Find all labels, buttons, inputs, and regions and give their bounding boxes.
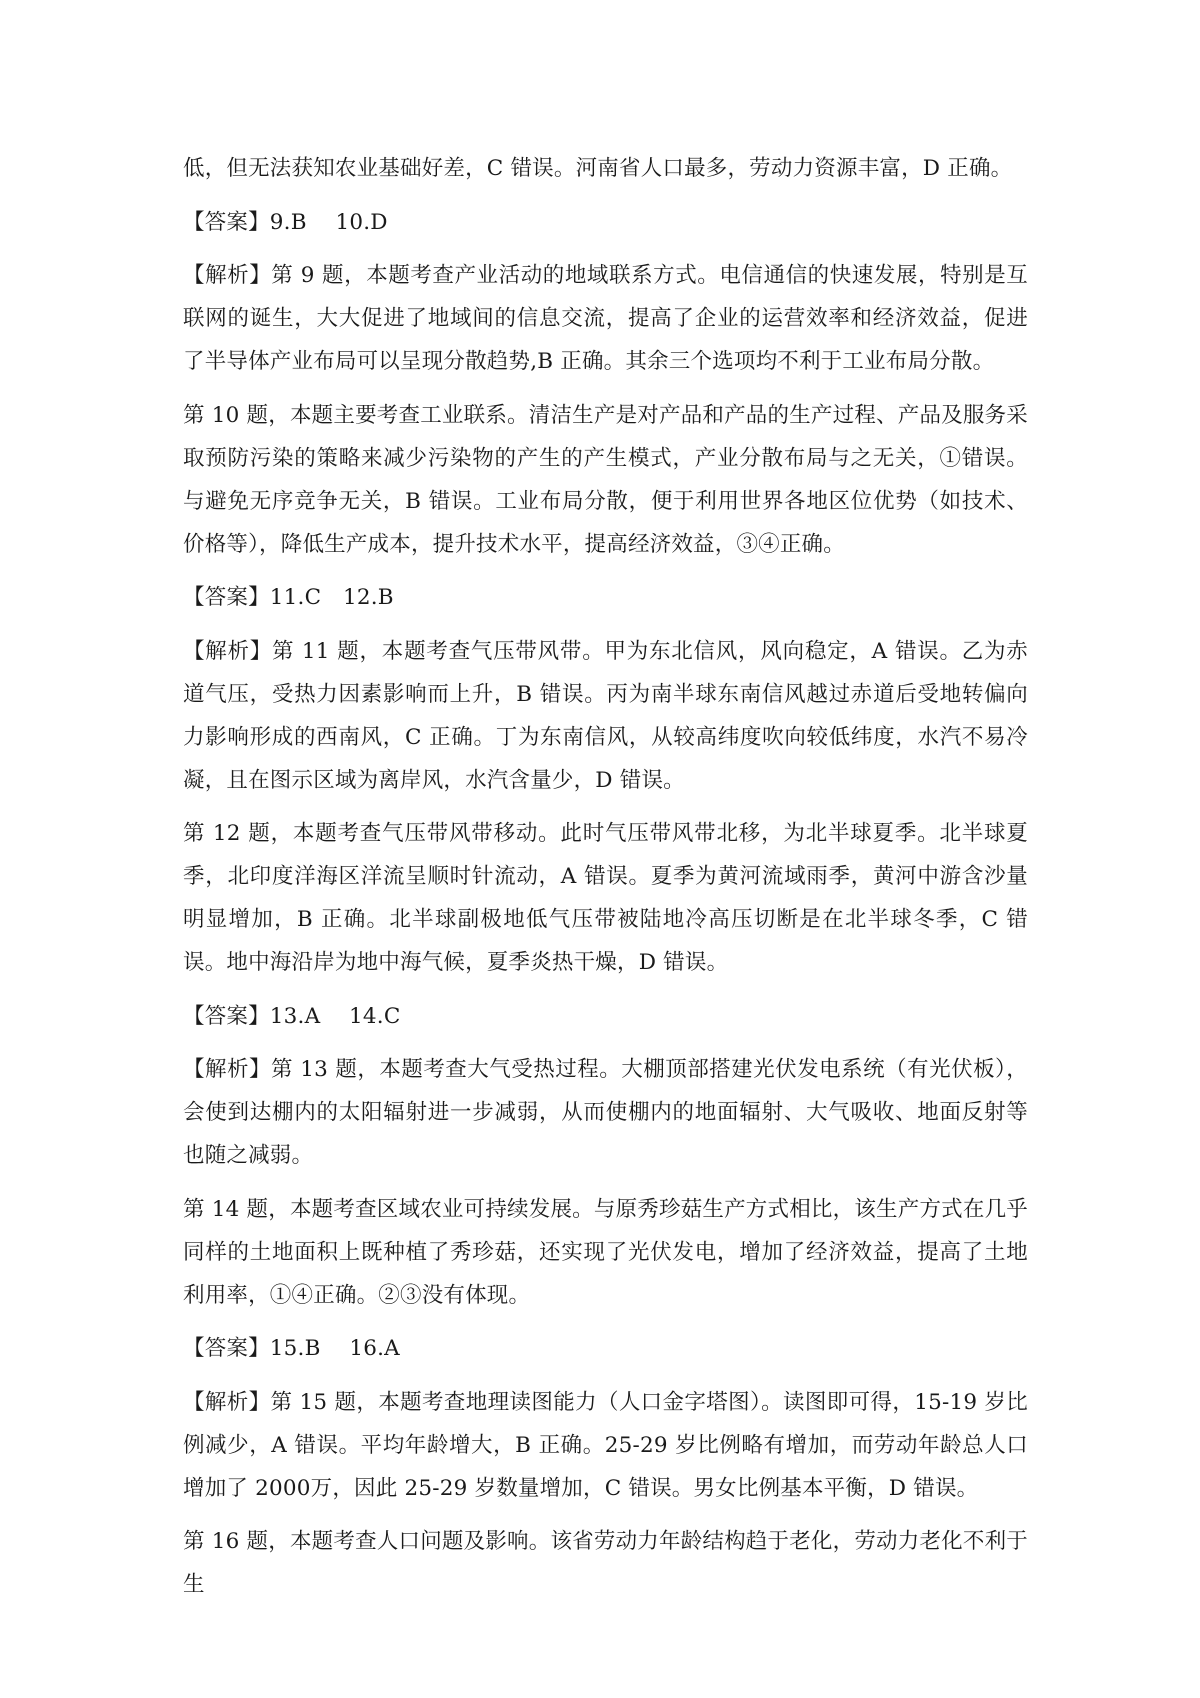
analysis-11: 【解析】第 11 题，本题考查气压带风带。甲为东北信风，风向稳定，A 错误。乙为赤道气压，受热力因素影响而上升，B 错误。丙为南半球东南信风越过赤道后受地转偏向力影响形成的西南风，C 正确。丁为东南信风，从较高纬度吹向较低纬度，水汽不易冷凝，且在图示区域为离岸风，水汽含量少，D 错误。 (183, 638, 1028, 793)
analysis-9: 【解析】第 9 题，本题考查产业活动的地域联系方式。电信通信的快速发展，特别是互联网的诞生，大大促进了地域间的信息交流，提高了企业的运营效率和经济效益，促进了半导体产业布局可以呈现分散趋势,B 正确。其余三个选项均不利于工业布局分散。 (183, 263, 1028, 374)
document-page (183, 147, 1028, 1606)
answer-11-12: 【答案】11.C 12.B (183, 585, 394, 610)
analysis-12: 第 12 题，本题考查气压带风带移动。此时气压带风带北移，为北半球夏季。北半球夏季，北印度洋海区洋流呈顺时针流动，A 错误。夏季为黄河流域雨季，黄河中游含沙量明显增加，B 正确。北半球副极地低气压带被陆地冷高压切断是在北半球冬季，C 错误。地中海沿岸为地中海气候，夏季炎热干燥，D 错误。 (183, 821, 1028, 975)
analysis-13: 【解析】第 13 题，本题考查大气受热过程。大棚顶部搭建光伏发电系统（有光伏板），会使到达棚内的太阳辐射进一步减弱，从而使棚内的地面辐射、大气吸收、地面反射等也随之减弱。 (183, 1057, 1028, 1168)
answer-13-14: 【答案】13.A 14.C (183, 1003, 401, 1029)
analysis-14: 第 14 题，本题考查区域农业可持续发展。与原秀珍菇生产方式相比，该生产方式在几乎同样的土地面积上既种植了秀珍菇，还实现了光伏发电，增加了经济效益，提高了土地利用率，①④正确。②③没有体现。 (183, 1196, 1028, 1308)
analysis-16: 第 16 题，本题考查人口问题及影响。该省劳动力年龄结构趋于老化，劳动力老化不利于生 (183, 1529, 1028, 1597)
analysis-15: 【解析】第 15 题，本题考查地理读图能力（人口金字塔图）。读图即可得，15-19 岁比例减少，A 错误。平均年龄增大，B 正确。25-29 岁比例略有增加，而劳动年龄总人口增加了 2000万，因此 25-29 岁数量增加，C 错误。男女比例基本平衡，D 错误。 (183, 1389, 1028, 1501)
answer-9-10: 【答案】9.B 10.D (183, 209, 388, 235)
paragraph-continuation: 低，但无法获知农业基础好差，C 错误。河南省人口最多，劳动力资源丰富，D 正确。 (183, 156, 1013, 181)
analysis-10: 第 10 题，本题主要考查工业联系。清洁生产是对产品和产品的生产过程、产品及服务采取预防污染的策略来减少污染物的产生的产生模式，产业分散布局与之无关，①错误。与避免无序竞争无关，B 错误。工业布局分散，便于利用世界各地区位优势（如技术、价格等），降低生产成本，提升技术水平，提高经济效益，③④正确。 (183, 402, 1028, 557)
answer-15-16: 【答案】15.B 16.A (183, 1336, 400, 1361)
